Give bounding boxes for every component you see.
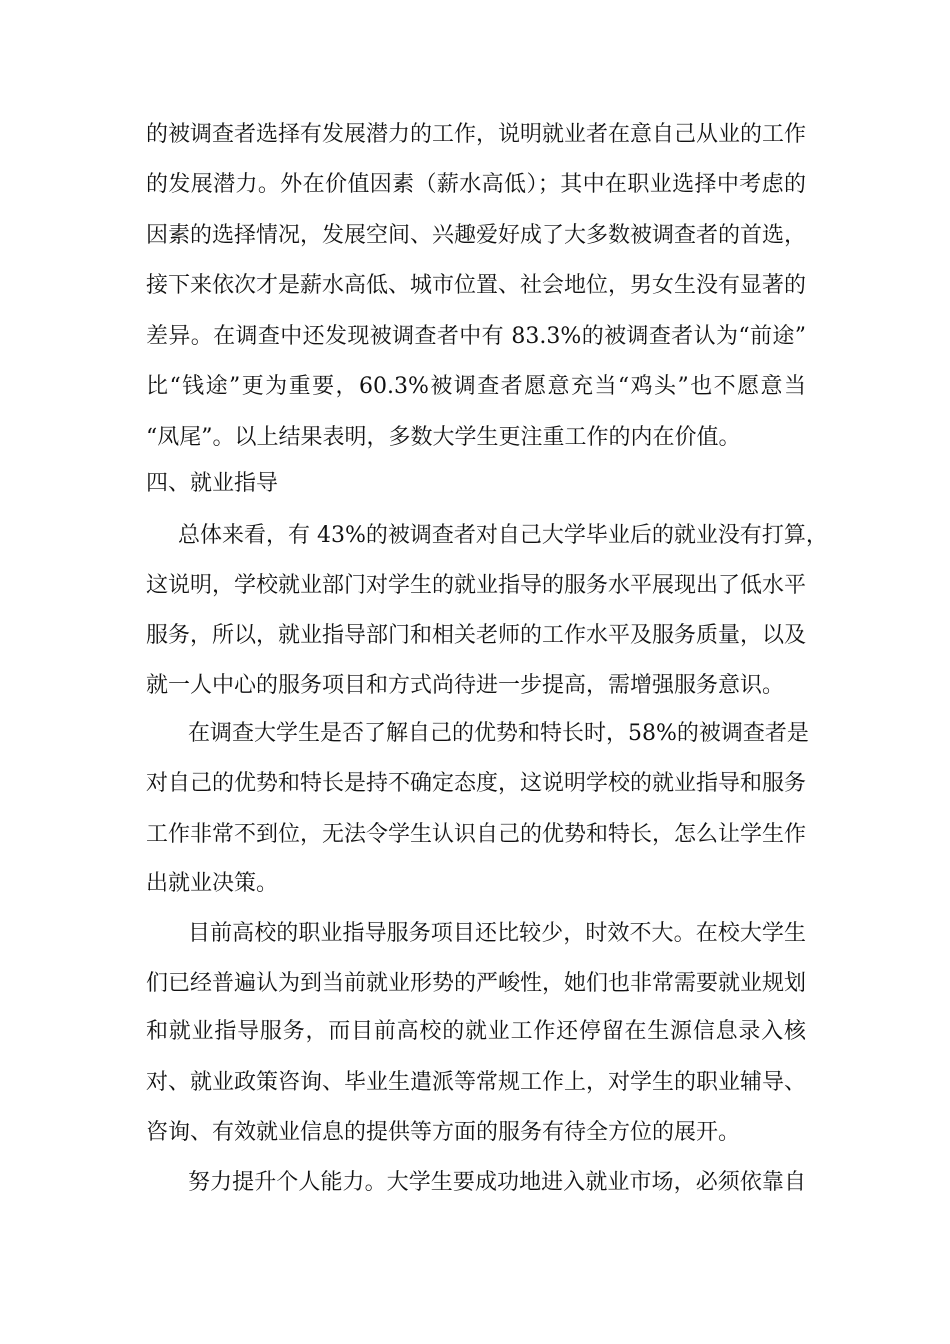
- text-line: 接下来依次才是薪水高低、城市位置、社会地位，男女生没有显著的: [146, 273, 807, 298]
- text-line: 工作非常不到位，无法令学生认识自己的优势和特长，怎么让学生作: [146, 822, 807, 847]
- text-line: 服务，所以，就业指导部门和相关老师的工作水平及服务质量，以及: [146, 623, 807, 648]
- text-line: 对自己的优势和特长是持不确定态度，这说明学校的就业指导和服务: [146, 771, 807, 796]
- text-line: 们已经普遍认为到当前就业形势的严峻性，她们也非常需要就业规划: [146, 971, 807, 996]
- text-line: 差异。在调查中还发现被调查者中有 83.3%的被调查者认为“前途”: [146, 324, 806, 349]
- text-line: 在调查大学生是否了解自己的优势和特长时，58%的被调查者是: [188, 721, 809, 746]
- text-line: 比“钱途”更为重要，60.3%被调查者愿意充当“鸡头”也不愿意当: [146, 374, 806, 399]
- text-line: 总体来看，有 43%的被调查者对自己大学毕业后的就业没有打算，: [178, 523, 828, 548]
- text-line: 目前高校的职业指导服务项目还比较少，时效不大。在校大学生: [188, 921, 806, 946]
- text-line: 的被调查者选择有发展潜力的工作，说明就业者在意自己从业的工作: [146, 122, 807, 147]
- text-line: 出就业决策。: [146, 871, 279, 896]
- text-line: “凤尾”。以上结果表明，多数大学生更注重工作的内在价值。: [146, 425, 741, 450]
- text-line: 和就业指导服务，而目前高校的就业工作还停留在生源信息录入核: [146, 1019, 806, 1044]
- text-line: 这说明，学校就业部门对学生的就业指导的服务水平展现出了低水平: [146, 573, 807, 598]
- section-heading: 四、就业指导: [146, 471, 279, 496]
- text-line: 就一人中心的服务项目和方式尚待进一步提高，需增强服务意识。: [146, 673, 785, 698]
- text-line: 的发展潜力。外在价值因素（薪水高低）；其中在职业选择中考虑的: [146, 172, 806, 197]
- text-line: 努力提升个人能力。大学生要成功地进入就业市场，必须依靠自: [188, 1170, 806, 1195]
- text-line: 对、就业政策咨询、毕业生遣派等常规工作上，对学生的职业辅导、: [146, 1070, 807, 1095]
- text-line: 咨询、有效就业信息的提供等方面的服务有待全方位的展开。: [146, 1120, 741, 1145]
- text-line: 因素的选择情况，发展空间、兴趣爱好成了大多数被调查者的首选，: [146, 223, 807, 248]
